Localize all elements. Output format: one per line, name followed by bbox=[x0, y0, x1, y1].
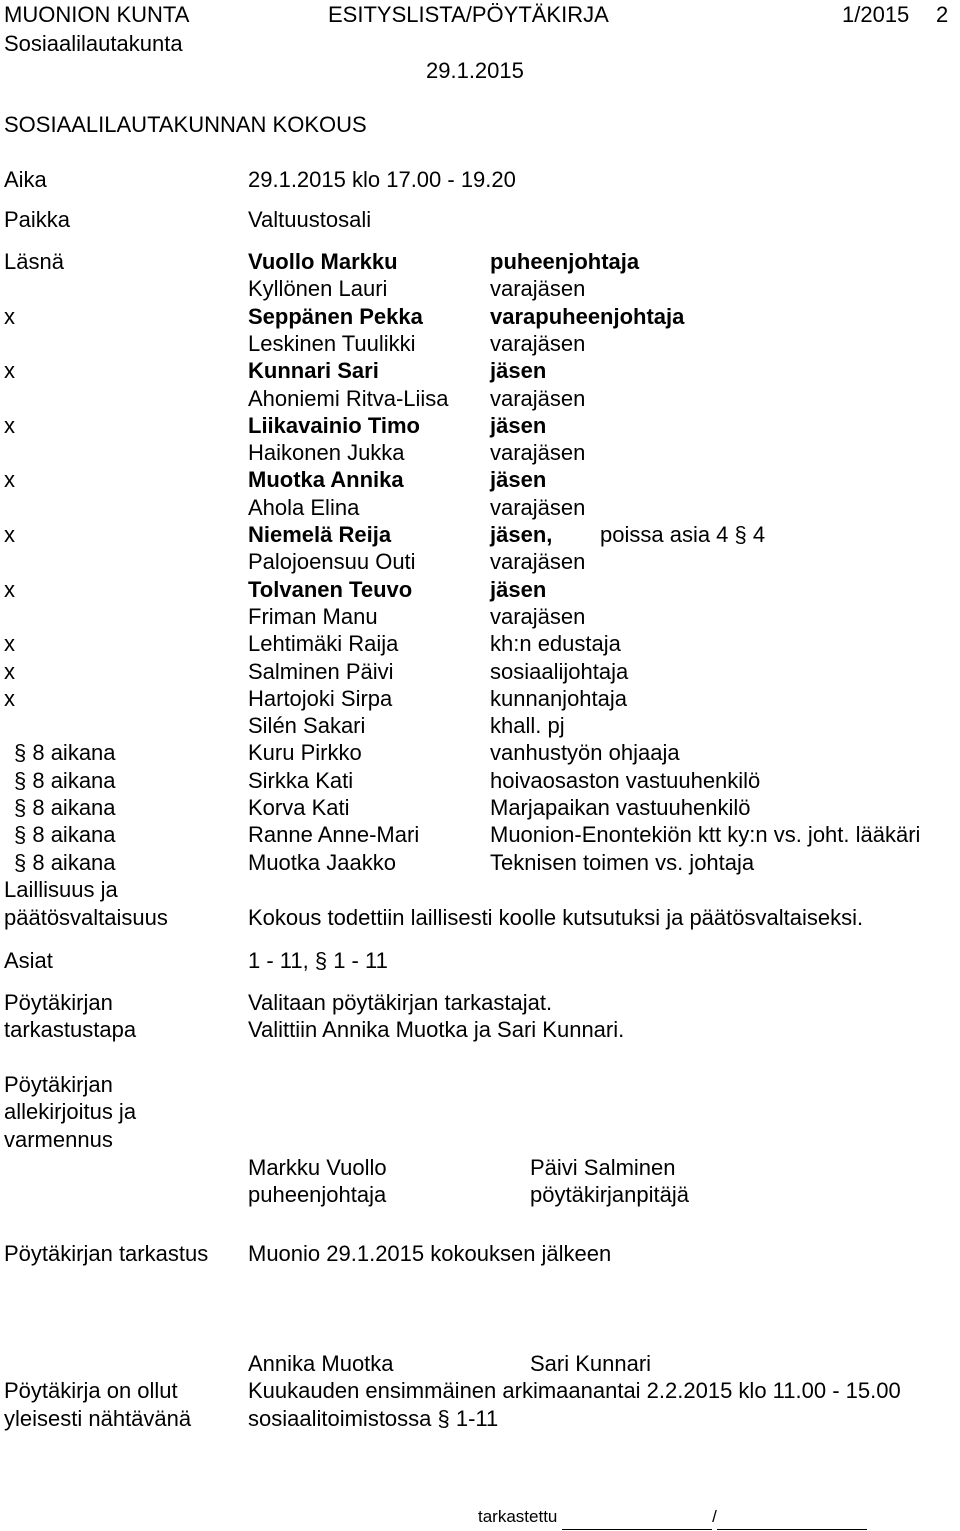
legality-label-line1: Laillisuus ja bbox=[4, 877, 118, 902]
attendee-role: jäsen bbox=[490, 358, 547, 383]
attendee-name: Vuollo Markku bbox=[248, 249, 398, 274]
footer-initials-line-1 bbox=[562, 1511, 712, 1530]
attendee-role: varajäsen bbox=[490, 604, 586, 629]
signing-label-line1: Pöytäkirjan bbox=[4, 1072, 113, 1097]
signing-label-line2: allekirjoitus ja bbox=[4, 1099, 137, 1124]
attendee-role: sosiaalijohtaja bbox=[490, 659, 629, 684]
header-date: 29.1.2015 bbox=[426, 58, 524, 83]
meeting-title: SOSIAALILAUTAKUNNAN KOKOUS bbox=[4, 112, 367, 137]
items-value: 1 - 11, § 1 - 11 bbox=[248, 948, 388, 973]
attendee-role: kh:n edustaja bbox=[490, 631, 621, 656]
document-number: 1/2015 bbox=[842, 2, 910, 27]
attendee-mark: x bbox=[4, 467, 15, 492]
review-method-line2: Valittiin Annika Muotka ja Sari Kunnari. bbox=[248, 1017, 625, 1042]
public-line1: Kuukauden ensimmäinen arkimaanantai 2.2.2015 klo 11.00 - 15.00 bbox=[248, 1378, 901, 1403]
public-label-line2: yleisesti nähtävänä bbox=[4, 1406, 192, 1431]
public-label-line1: Pöytäkirja on ollut bbox=[4, 1378, 178, 1403]
attendee-role: varajäsen bbox=[490, 276, 586, 301]
attendee-role: jäsen bbox=[490, 413, 547, 438]
footer-checked bbox=[478, 1504, 867, 1530]
attendee-mark: x bbox=[4, 631, 15, 656]
time-value: 29.1.2015 klo 17.00 - 19.20 bbox=[248, 167, 516, 192]
attendee-role: Muonion-Enontekiön ktt ky:n vs. joht. lääkäri bbox=[490, 822, 921, 847]
attendee-name: Palojoensuu Outi bbox=[248, 549, 416, 574]
footer-checked-label: tarkastettu bbox=[478, 1507, 558, 1526]
present-label: Läsnä bbox=[4, 249, 64, 274]
attendee-role: varajäsen bbox=[490, 386, 586, 411]
attendee-name: Seppänen Pekka bbox=[248, 304, 423, 329]
attendee-role: hoivaosaston vastuuhenkilö bbox=[490, 768, 761, 793]
attendee-mark: § 8 aikana bbox=[14, 768, 116, 793]
attendee-role: Marjapaikan vastuuhenkilö bbox=[490, 795, 751, 820]
signer2-name: Päivi Salminen bbox=[530, 1155, 676, 1180]
page-number: 2 bbox=[936, 2, 949, 27]
attendee-name: Liikavainio Timo bbox=[248, 413, 420, 438]
attendee-name: Kunnari Sari bbox=[248, 358, 379, 383]
place-value: Valtuustosali bbox=[248, 207, 372, 232]
attendee-name: Friman Manu bbox=[248, 604, 378, 629]
attendee-mark: x bbox=[4, 358, 15, 383]
attendee-name: Hartojoki Sirpa bbox=[248, 686, 393, 711]
attendee-name: Kyllönen Lauri bbox=[248, 276, 388, 301]
attendee-role: varajäsen bbox=[490, 495, 586, 520]
review-method-label-line2: tarkastustapa bbox=[4, 1017, 137, 1042]
attendee-role: puheenjohtaja bbox=[490, 249, 640, 274]
attendee-name: Ranne Anne-Mari bbox=[248, 822, 420, 847]
attendee-name: Tolvanen Teuvo bbox=[248, 577, 413, 602]
signing-label-line3: varmennus bbox=[4, 1127, 113, 1152]
review-method-line1: Valitaan pöytäkirjan tarkastajat. bbox=[248, 990, 553, 1015]
attendee-name: Muotka Annika bbox=[248, 467, 404, 492]
committee-name: Sosiaalilautakunta bbox=[4, 31, 183, 56]
attendee-mark: § 8 aikana bbox=[14, 740, 116, 765]
attendee-role: varajäsen bbox=[490, 331, 586, 356]
attendee-mark: x bbox=[4, 686, 15, 711]
attendee-role: varajäsen bbox=[490, 549, 586, 574]
attendee-role: kunnanjohtaja bbox=[490, 686, 628, 711]
signer1-name: Markku Vuollo bbox=[248, 1155, 387, 1180]
place-label: Paikka bbox=[4, 207, 71, 232]
attendee-name: Silén Sakari bbox=[248, 713, 366, 738]
legality-text: Kokous todettiin laillisesti koolle kutsutuksi ja päätösvaltaiseksi. bbox=[248, 905, 864, 930]
attendee-mark: § 8 aikana bbox=[14, 795, 116, 820]
attendee-name: Ahola Elina bbox=[248, 495, 360, 520]
municipality-name: MUONION KUNTA bbox=[4, 2, 190, 27]
review-label: Pöytäkirjan tarkastus bbox=[4, 1241, 209, 1266]
attendee-name: Kuru Pirkko bbox=[248, 740, 362, 765]
attendee-mark: x bbox=[4, 522, 15, 547]
attendee-name: Korva Kati bbox=[248, 795, 350, 820]
legality-label-line2: päätösvaltaisuus bbox=[4, 905, 168, 930]
attendee-role: varajäsen bbox=[490, 440, 586, 465]
time-label: Aika bbox=[4, 167, 47, 192]
attendee-name: Salminen Päivi bbox=[248, 659, 394, 684]
attendee-name: Ahoniemi Ritva-Liisa bbox=[248, 386, 449, 411]
reviewer1-name: Annika Muotka bbox=[248, 1351, 394, 1376]
items-label: Asiat bbox=[4, 948, 53, 973]
attendee-role-note: poissa asia 4 § 4 bbox=[600, 522, 766, 547]
attendee-mark: § 8 aikana bbox=[14, 822, 116, 847]
attendee-name: Leskinen Tuulikki bbox=[248, 331, 416, 356]
attendee-mark: x bbox=[4, 577, 15, 602]
reviewer2-name: Sari Kunnari bbox=[530, 1351, 652, 1376]
attendee-name: Muotka Jaakko bbox=[248, 850, 396, 875]
signer2-title: pöytäkirjanpitäjä bbox=[530, 1182, 689, 1207]
attendee-mark: x bbox=[4, 304, 15, 329]
review-text: Muonio 29.1.2015 kokouksen jälkeen bbox=[248, 1241, 612, 1266]
attendee-role: jäsen, bbox=[490, 522, 553, 547]
attendee-mark: x bbox=[4, 413, 15, 438]
attendee-role: vanhustyön ohjaaja bbox=[490, 740, 680, 765]
attendee-role: jäsen bbox=[490, 577, 547, 602]
public-line2: sosiaalitoimistossa § 1-11 bbox=[248, 1406, 499, 1431]
attendee-name: Sirkka Kati bbox=[248, 768, 354, 793]
footer-initials-line-2 bbox=[717, 1511, 867, 1530]
attendee-name: Niemelä Reija bbox=[248, 522, 392, 547]
attendee-mark: § 8 aikana bbox=[14, 850, 116, 875]
attendee-name: Haikonen Jukka bbox=[248, 440, 405, 465]
document-type: ESITYSLISTA/PÖYTÄKIRJA bbox=[328, 2, 609, 27]
signer1-title: puheenjohtaja bbox=[248, 1182, 387, 1207]
review-method-label-line1: Pöytäkirjan bbox=[4, 990, 113, 1015]
attendee-mark: x bbox=[4, 659, 15, 684]
footer-separator: / bbox=[712, 1507, 717, 1526]
attendee-role: Teknisen toimen vs. johtaja bbox=[490, 850, 755, 875]
attendee-role: khall. pj bbox=[490, 713, 565, 738]
attendee-name: Lehtimäki Raija bbox=[248, 631, 399, 656]
attendee-role: jäsen bbox=[490, 467, 547, 492]
attendee-role: varapuheenjohtaja bbox=[490, 304, 685, 329]
